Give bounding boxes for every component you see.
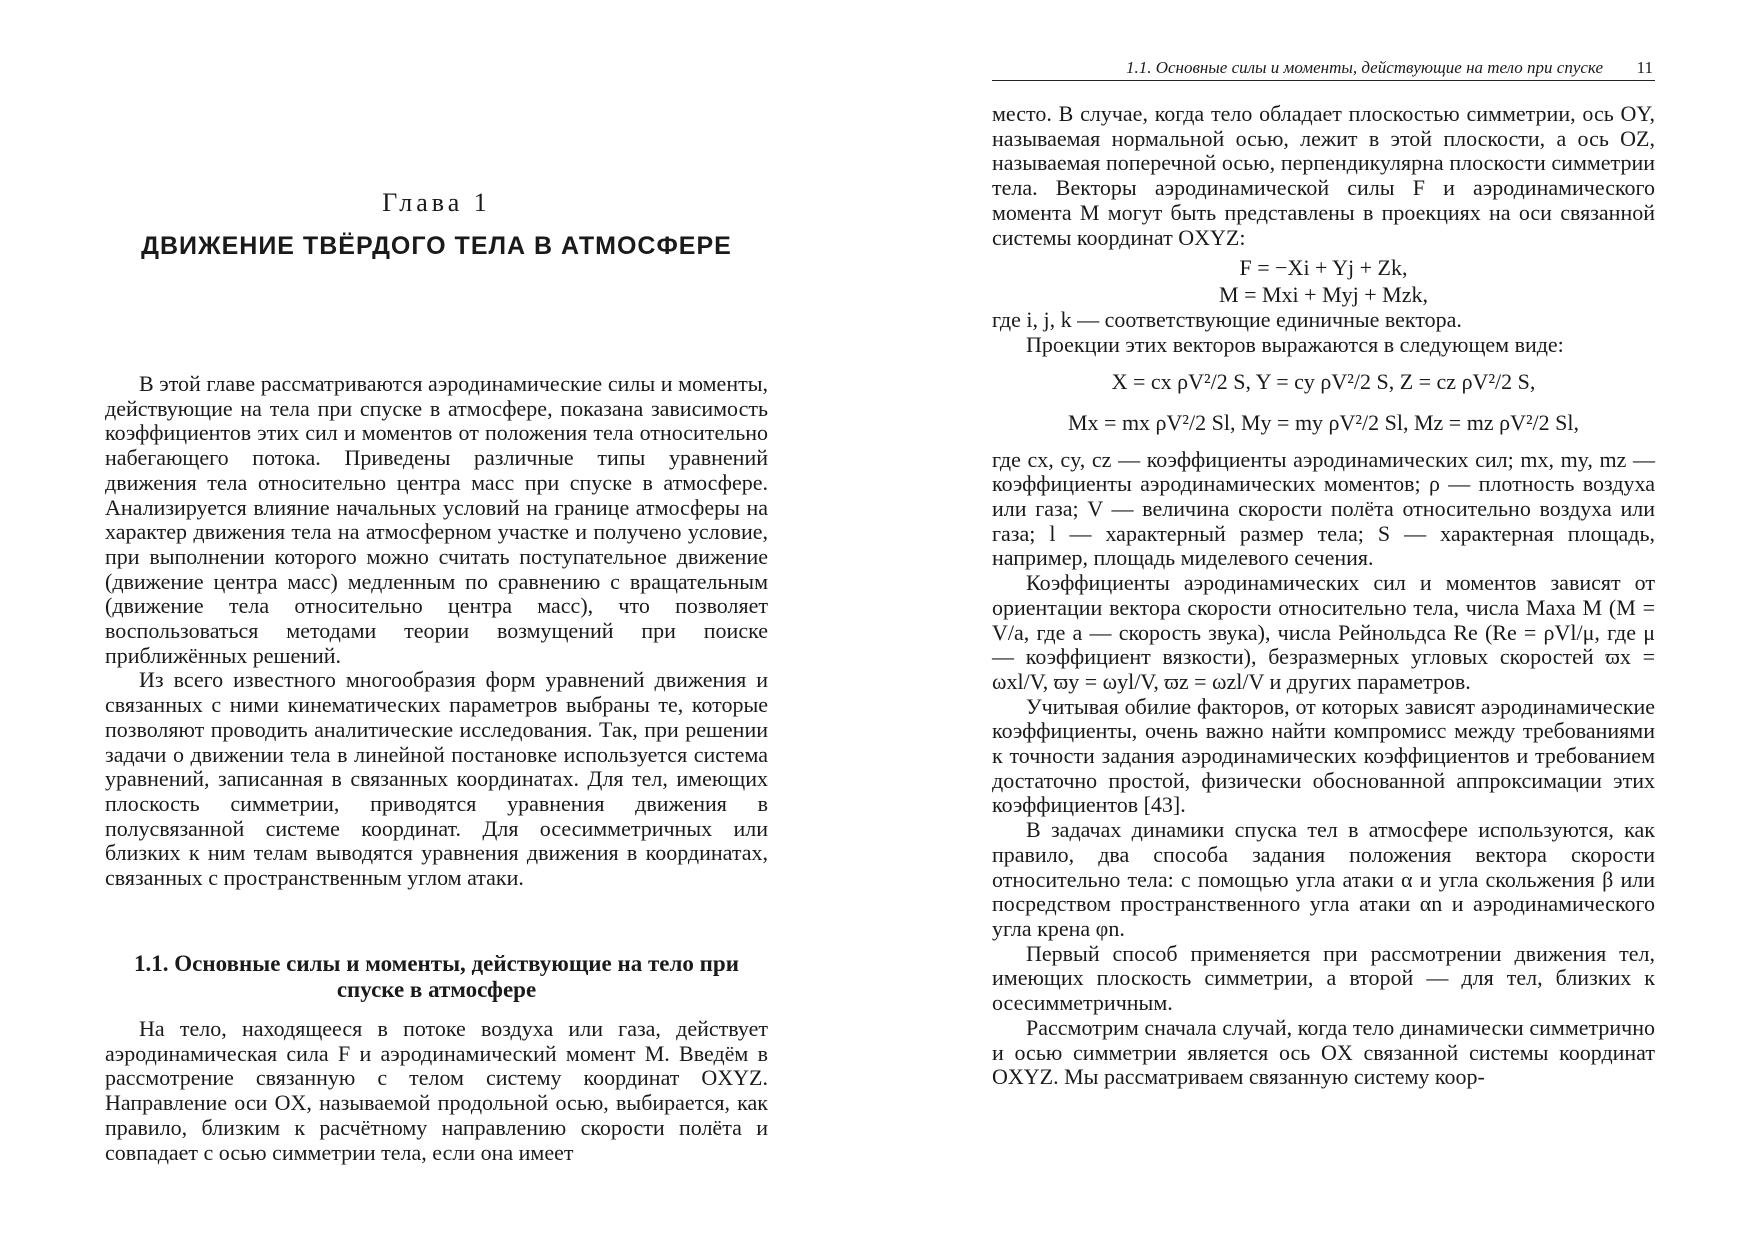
equation-moment: M = Mxi + Myj + Mzk, (1219, 282, 1428, 308)
equation-force-projections: X = cx ρV²/2 S, Y = cy ρV²/2 S, Z = cz ρV²/2 S, (1111, 368, 1536, 394)
paragraph-continued: место. В случае, когда тело обладает плоскостью симметрии, ось OY, называемая нормальной осью, лежит в этой плоскости, а ось OZ, называемая поперечной осью, перпендикулярна плоскости симметрии тела. Векторы аэродинамической силы F и аэродинамического момента M могут быть представлены в проекциях на оси связанной системы координат OXYZ: (992, 101, 1655, 250)
chapter-intro (105, 372, 768, 891)
chapter-label: Глава 1 (382, 188, 491, 217)
section-title: 1.1. Основные силы и моменты, действующие на тело при спуске в атмосфере (134, 951, 739, 1002)
section-body (105, 1017, 768, 1165)
intro-paragraph-1: В этой главе рассматриваются аэродинамические силы и моменты, действующие на тела при спуске в атмосфере, показана зависимость коэффициентов этих сил и моментов от положения тела относительно набегающего потока. Приведены различные типы уравнений движения тела относительно центра масс при спуске в атмосфере. Анализируется влияние начальных условий на границе атмосферы на характер движения тела на атмосферном участке и получено условие, при выполнении которого можно считать поступательное движение (движение центра масс) медленным по сравнению с вращательным (движение тела относительно центра масс), что позволяет воспользоваться методами теории возмущений при поиске приближённых решений. (105, 371, 768, 668)
running-head (992, 56, 1655, 81)
chapter-title: ДВИЖЕНИЕ ТВЁРДОГО ТЕЛА В АТМОСФЕРЕ (141, 232, 732, 260)
right-body (992, 102, 1655, 1090)
paragraph-first-method: Первый способ применяется при рассмотрении движения тел, имеющих плоскость симметрии, а второй — для тел, близких к осесимметричным. (992, 940, 1655, 1016)
paragraph-coefficients: где cx, cy, cz — коэффициенты аэродинамических сил; mx, my, mz — коэффициенты аэродинамических моментов; ρ — плотность воздуха или газа; V — величина скорости полёта относительно воздуха или газа; l — характерный размер тела; S — характерная площадь, например, площадь миделевого сечения. (992, 446, 1655, 571)
paragraph-projections: Проекции этих векторов выражаются в следующем виде: (1026, 331, 1564, 357)
running-head-title: 1.1. Основные силы и моменты, действующие на тело при спуске (1125, 58, 1603, 77)
paragraph-symmetric-case: Рассмотрим сначала случай, когда тело динамически симметрично и осью симметрии является ось OX связанной системы координат OXYZ. Мы рассматриваем связанную систему коор- (992, 1014, 1655, 1090)
equation-force: F = −Xi + Yj + Zk, (1239, 255, 1408, 281)
right-page (877, 0, 1754, 1241)
paragraph-dependence: Коэффициенты аэродинамических сил и моментов зависят от ориентации вектора скорости относительно тела, числа Маха M (M = V/a, где a — скорость звука), числа Рейнольдса Re (Re = ρVl/μ, где μ — коэффициент вязкости), безразмерных угловых скоростей ϖx = ωxl/V, ϖy = ωyl/V, ϖz = ωzl/V и других параметров. (992, 570, 1655, 694)
paragraph-methods: В задачах динамики спуска тел в атмосфере используются, как правило, два способа задания положения вектора скорости относительно тела: с помощью угла атаки α и угла скольжения β или посредством пространственного угла атаки αn и аэродинамического угла крена φn. (992, 817, 1655, 941)
equation-moment-projections: Mx = mx ρV²/2 Sl, My = my ρV²/2 Sl, Mz = mz ρV²/2 Sl, (1067, 409, 1580, 435)
paragraph-compromise: Учитывая обилие факторов, от которых зависят аэродинамические коэффициенты, очень важно найти компромисс между требованиями к точности задания аэродинамических коэффициентов и требованием достаточно простой, физически обоснованной аппроксимации этих коэффициентов [43]. (992, 693, 1655, 818)
intro-paragraph-2: Из всего известного многообразия форм уравнений движения и связанных с ними кинематических параметров выбраны те, которые позволяют проводить аналитические исследования. Так, при решении задачи о движении тела в линейной постановке используется система уравнений, записанная в связанных координатах. Для тел, имеющих плоскость симметрии, приводятся уравнения движения в полусвязанной системе координат. Для осесимметричных или близких к ним телам выводятся уравнения движения в координатах, связанных с пространственным углом атаки. (105, 667, 768, 891)
section-paragraph-1: На тело, находящееся в потоке воздуха или газа, действует аэродинамическая сила F и аэродинамический момент M. Введём в рассмотрение связанную с телом систему координат OXYZ. Направление оси OX, называемой продольной осью, выбирается, как правило, близким к расчётному направлению скорости полёта и совпадает с осью симметрии тела, если она имеет (105, 1016, 768, 1165)
page-number: 11 (1636, 58, 1653, 77)
paragraph-unit-vectors: где i, j, k — соответствующие единичные вектора. (992, 307, 1462, 333)
